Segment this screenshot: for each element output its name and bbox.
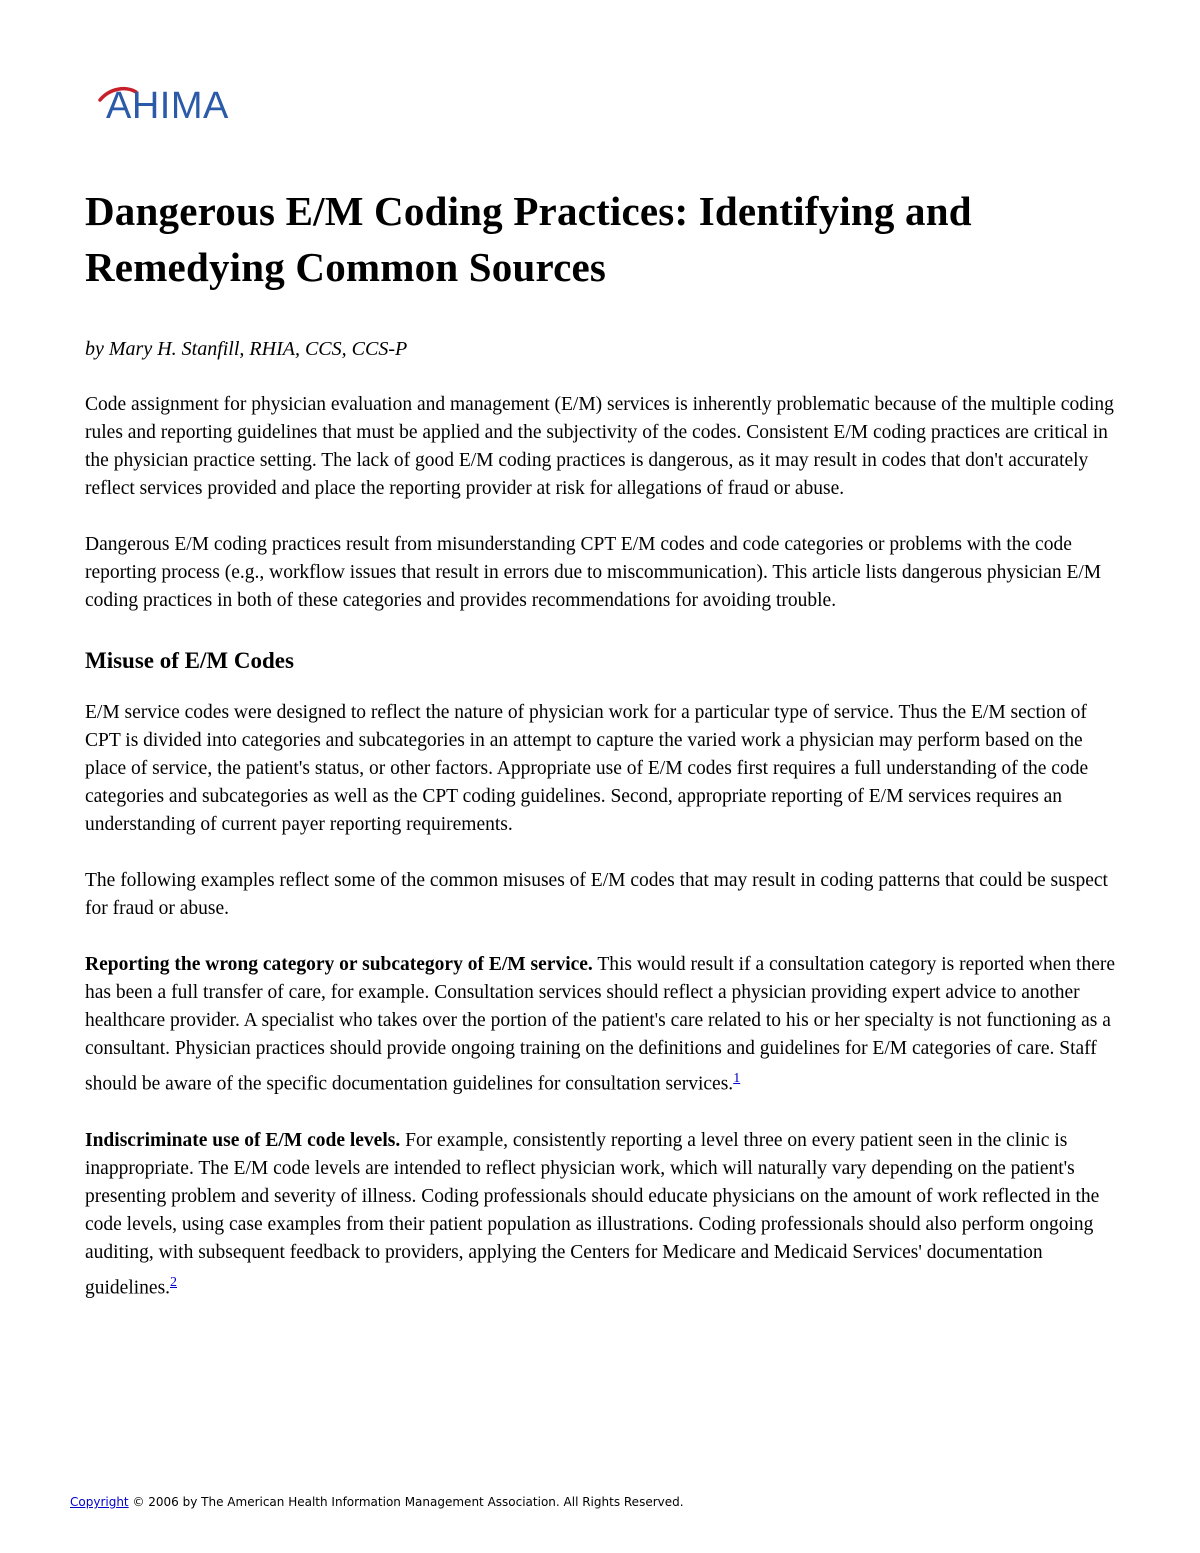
item-text: For example, consistently reporting a level three on every patient seen in the clinic is inappropriate. The E/M code levels are intended to reflect physician work, which will naturally vary depending on the patient's presenting problem and severity of illness. Coding professionals should educate physicians on the amount of work reflected in the code levels, using case examples from their patient population as illustrations. Coding professionals should also perform ongoing auditing, with subsequent feedback to providers, applying the Centers for Medicare and Medicaid Services' documentation guidelines. <box>85 1129 1100 1298</box>
item-text: This would result if a consultation category is reported when there has been a full transfer of care, for example. Consultation services should reflect a physician providing expert advice to another healthcare provider. A specialist who takes over the portion of the patient's care related to his or her specialty is not functioning as a consultant. Physician practices should provide ongoing training on the definitions and guidelines for E/M categories of care. Staff should be aware of the specific documentation guidelines for consultation services. <box>85 954 1116 1095</box>
copyright-link[interactable]: Copyright <box>70 1495 129 1509</box>
item-wrong-category <box>85 951 1125 1099</box>
intro-paragraph-1: Code assignment for physician evaluation and management (E/M) services is inherently problematic because of the multiple coding rules and reporting guidelines that must be applied and the subjectivity of the codes. Consistent E/M coding practices are critical in the physician practice setting. The lack of good E/M coding practices is dangerous, as it may result in codes that don't accurately reflect services provided and place the reporting provider at risk for allegations of fraud or abuse. <box>85 394 1114 499</box>
copyright-footer <box>70 1493 684 1511</box>
section-paragraph-1: E/M service codes were designed to reflect the nature of physician work for a particular type of service. Thus the E/M section of CPT is divided into categories and subcategories in an attempt to capture the varied work a physician may perform based on the place of service, the patient's status, or other factors. Appropriate use of E/M codes first requires a full understanding of the code categories and subcategories as well as the CPT coding guidelines. Second, appropriate reporting of E/M services requires an understanding of current payer reporting requirements. <box>85 702 1089 835</box>
footnote-link-1[interactable]: 1 <box>733 1071 741 1086</box>
article-title: Dangerous E/M Coding Practices: Identifying and Remedying Common Sources <box>85 188 972 290</box>
ahima-logo <box>96 78 256 126</box>
ahima-logo-mark <box>96 78 256 126</box>
footnote-ref-1[interactable] <box>733 1068 740 1086</box>
article <box>85 183 1125 1302</box>
ahima-logo-text: AHIMA <box>106 85 229 126</box>
article-byline: by Mary H. Stanfill, RHIA, CCS, CCS-P <box>85 338 408 360</box>
footnote-ref-2[interactable] <box>170 1272 177 1290</box>
item-lead: Reporting the wrong category or subcategory of E/M service. <box>85 954 593 975</box>
copyright-text: © 2006 by The American Health Information Management Association. All Rights Reserved. <box>128 1495 684 1509</box>
item-lead: Indiscriminate use of E/M code levels. <box>85 1129 401 1151</box>
section-heading: Misuse of E/M Codes <box>85 648 294 673</box>
section-paragraph-2: The following examples reflect some of the common misuses of E/M codes that may result in coding patterns that could be suspect for fraud or abuse. <box>85 870 1108 919</box>
footnote-link-2[interactable]: 2 <box>170 1274 178 1290</box>
intro-paragraph-2: Dangerous E/M coding practices result from misunderstanding CPT E/M codes and code categories or problems with the code reporting process (e.g., workflow issues that result in errors due to miscommunication). This article lists dangerous physician E/M coding practices in both of these categories and provides recommendations for avoiding trouble. <box>85 534 1102 611</box>
item-indiscriminate-levels <box>85 1127 1125 1303</box>
